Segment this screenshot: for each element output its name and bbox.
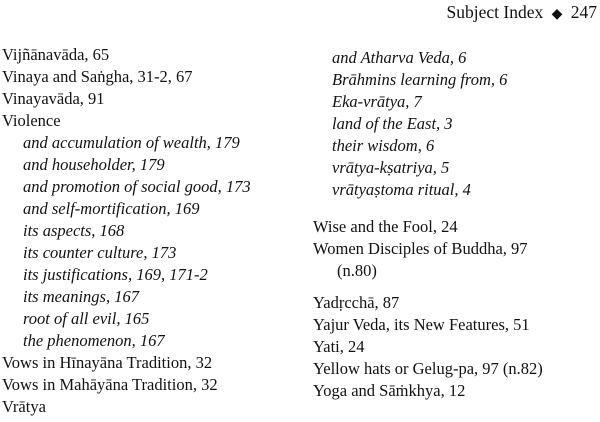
index-subentry: root of all evil, 165	[23, 309, 150, 328]
diamond-separator-icon: ◆	[551, 7, 563, 22]
index-entry: Yajur Veda, its New Features, 51	[313, 315, 530, 334]
index-entry: Violence	[2, 111, 61, 130]
w-entries	[313, 216, 528, 282]
index-subentry: its counter culture, 173	[23, 243, 177, 262]
index-entry: Vinayavāda, 91	[2, 89, 105, 108]
index-subentry: and promotion of social good, 173	[23, 177, 251, 196]
index-entry: Yadṛcchā, 87	[313, 293, 400, 312]
index-subentry: Brāhmins learning from, 6	[332, 70, 508, 89]
index-subentry: its aspects, 168	[23, 221, 125, 240]
index-subentry: and accumulation of wealth, 179	[23, 133, 240, 152]
index-entry: Vinaya and Saṅgha, 31-2, 67	[2, 67, 193, 86]
running-header	[447, 2, 598, 23]
index-subentry: its justifications, 169, 171-2	[23, 265, 208, 284]
left-index-column	[2, 44, 251, 418]
index-entry: Yellow hats or Gelug-pa, 97 (n.82)	[313, 359, 543, 378]
header-title: Subject Index	[446, 2, 544, 22]
index-subentry: vrātya-kṣatriya, 5	[332, 158, 450, 177]
index-subentry: and householder, 179	[23, 155, 165, 174]
index-entry: Vows in Hīnayāna Tradition, 32	[2, 353, 213, 372]
index-entry: Women Disciples of Buddha, 97	[313, 239, 528, 258]
index-subentry: vrātyaṣtoma ritual, 4	[332, 180, 471, 199]
index-entry: Wise and the Fool, 24	[313, 217, 458, 236]
index-subentry: their wisdom, 6	[332, 136, 435, 155]
index-subentry: its meanings, 167	[23, 287, 139, 306]
index-subentry: the phenomenon, 167	[23, 331, 165, 350]
index-entry: Yoga and Sāṁkhya, 12	[313, 381, 466, 400]
index-entry: Vrātya	[2, 397, 46, 416]
index-subentry: and self-mortification, 169	[23, 199, 200, 218]
index-subentry: land of the East, 3	[332, 114, 453, 133]
index-subentry: and Atharva Veda, 6	[332, 48, 467, 67]
index-entry: Vijñānavāda, 65	[2, 45, 110, 64]
index-entry-continuation: (n.80)	[337, 261, 377, 280]
vratya-subentries	[332, 47, 507, 201]
index-subentry: Eka-vrātya, 7	[332, 92, 422, 111]
index-entry: Vows in Mahāyāna Tradition, 32	[2, 375, 218, 394]
y-entries	[313, 292, 543, 402]
page-number: 247	[570, 2, 597, 22]
index-entry: Yati, 24	[313, 337, 365, 356]
